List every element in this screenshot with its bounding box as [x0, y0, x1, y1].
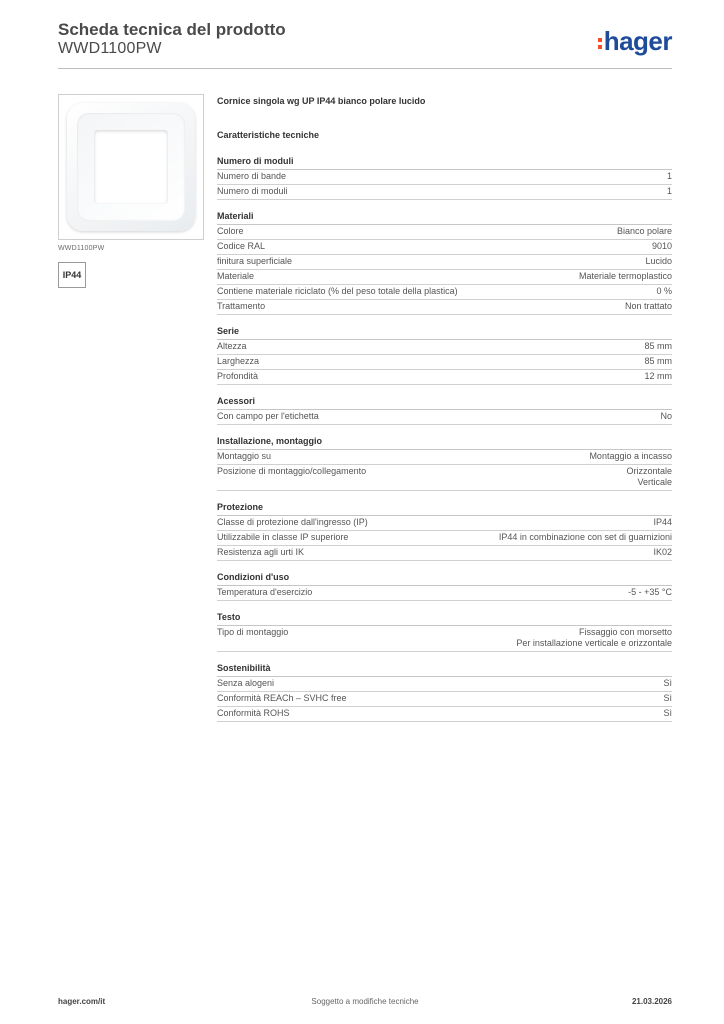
- spec-value: [663, 708, 672, 719]
- spec-value: [660, 411, 672, 422]
- spec-section: [217, 434, 672, 491]
- spec-content: [217, 94, 672, 731]
- spec-value: [645, 256, 672, 267]
- footer-notice: Soggetto a modifiche tecniche: [311, 997, 419, 1006]
- frame-inner-shape: [77, 113, 185, 221]
- spec-value-line: 85 mm: [644, 356, 672, 366]
- spec-value: [663, 693, 672, 704]
- spec-row: [217, 465, 672, 491]
- spec-label: Altezza: [217, 341, 247, 351]
- spec-value: [653, 547, 672, 558]
- spec-row: [217, 370, 672, 385]
- spec-label: Classe di protezione dall'ingresso (IP): [217, 517, 368, 527]
- spec-value: [516, 627, 672, 649]
- spec-row: [217, 240, 672, 255]
- spec-label: Con campo per l'etichetta: [217, 411, 319, 421]
- spec-row: [217, 225, 672, 240]
- section-title: Acessori: [217, 394, 672, 410]
- page-header: [58, 20, 672, 70]
- product-code: WWD1100PW: [58, 40, 162, 57]
- spec-row: [217, 170, 672, 185]
- spec-section: [217, 324, 672, 385]
- spec-row: [217, 516, 672, 531]
- spec-row: [217, 626, 672, 652]
- spec-value: [625, 301, 672, 312]
- spec-value: [652, 241, 672, 252]
- spec-row: [217, 531, 672, 546]
- spec-label: Codice RAL: [217, 241, 266, 251]
- spec-row: [217, 270, 672, 285]
- spec-section: [217, 394, 672, 425]
- spec-value-line: Sì: [663, 678, 672, 688]
- spec-section: [217, 610, 672, 652]
- image-caption: WWD1100PW: [58, 245, 105, 252]
- spec-section: [217, 209, 672, 315]
- spec-row: [217, 340, 672, 355]
- frame-outer-shape: [67, 103, 195, 231]
- spec-label: Conformità ROHS: [217, 708, 290, 718]
- section-title: Installazione, montaggio: [217, 434, 672, 450]
- spec-value-line: -5 - +35 °C: [628, 587, 672, 597]
- section-title: Serie: [217, 324, 672, 340]
- characteristics-title: Caratteristiche tecniche: [217, 130, 320, 140]
- ip-rating-badge: IP44: [58, 262, 86, 288]
- spec-value-line: 12 mm: [644, 371, 672, 381]
- spec-value-line: 1: [666, 186, 672, 196]
- spec-section: [217, 570, 672, 601]
- section-title: Numero di moduli: [217, 154, 672, 170]
- spec-value-line: IP44 in combinazione con set di guarnizioni: [498, 532, 672, 542]
- spec-label: Tipo di montaggio: [217, 627, 289, 637]
- spec-section: [217, 661, 672, 722]
- spec-row: [217, 355, 672, 370]
- header-divider: [58, 68, 672, 69]
- section-title: Condizioni d'uso: [217, 570, 672, 586]
- spec-value-line: IP44: [653, 517, 672, 527]
- spec-section: [217, 154, 672, 200]
- spec-value: [589, 451, 672, 462]
- spec-value-line: No: [660, 411, 672, 421]
- frame-opening: [94, 130, 168, 204]
- spec-value: [626, 466, 672, 488]
- spec-label: Resistenza agli urti IK: [217, 547, 305, 557]
- spec-label: Larghezza: [217, 356, 260, 366]
- spec-label: finitura superficiale: [217, 256, 293, 266]
- spec-value-line: Sì: [663, 708, 672, 718]
- spec-value: [667, 171, 672, 182]
- spec-value-line: Materiale termoplastico: [578, 271, 672, 281]
- spec-value-line: 9010: [651, 241, 672, 251]
- spec-label: Profondità: [217, 371, 259, 381]
- spec-value-line: 0 %: [656, 286, 672, 296]
- spec-value: [579, 271, 672, 282]
- spec-value-line: IK02: [653, 547, 672, 557]
- spec-row: [217, 185, 672, 200]
- section-title: Materiali: [217, 209, 672, 225]
- spec-value: [644, 371, 672, 382]
- spec-row: [217, 255, 672, 270]
- spec-label: Colore: [217, 226, 244, 236]
- spec-value-line: Sì: [663, 693, 672, 703]
- spec-row: [217, 285, 672, 300]
- spec-value-line: Verticale: [637, 477, 672, 487]
- spec-label: Senza alogeni: [217, 678, 275, 688]
- spec-value: [644, 356, 672, 367]
- spec-sections: [217, 154, 672, 722]
- spec-row: [217, 707, 672, 722]
- spec-value: [663, 678, 672, 689]
- hager-logo: [598, 28, 672, 54]
- footer-date: 21.03.2026: [631, 997, 672, 1006]
- spec-value-line: Lucido: [645, 256, 672, 266]
- spec-label: Utilizzabile in classe IP superiore: [217, 532, 349, 542]
- document-title: Scheda tecnica del prodotto: [58, 20, 286, 39]
- spec-value-line: 1: [666, 171, 672, 181]
- spec-value-line: Per installazione verticale e orizzontale: [516, 638, 672, 648]
- spec-label: Trattamento: [217, 301, 266, 311]
- spec-label: Temperatura d'esercizio: [217, 587, 313, 597]
- spec-value: [644, 341, 672, 352]
- spec-row: [217, 677, 672, 692]
- spec-value: [617, 226, 672, 237]
- spec-label: Materiale: [217, 271, 255, 281]
- spec-value: [653, 517, 672, 528]
- spec-row: [217, 586, 672, 601]
- spec-row: [217, 546, 672, 561]
- spec-section: [217, 500, 672, 561]
- section-title: Sostenibilità: [217, 661, 672, 677]
- spec-value: [656, 286, 672, 297]
- spec-value: [628, 587, 672, 598]
- spec-row: [217, 450, 672, 465]
- spec-value: [499, 532, 672, 543]
- product-image: [58, 94, 204, 240]
- spec-row: [217, 410, 672, 425]
- spec-value-line: Montaggio a incasso: [589, 451, 672, 461]
- spec-value: [667, 186, 672, 197]
- spec-row: [217, 300, 672, 315]
- spec-row: [217, 692, 672, 707]
- spec-value-line: 85 mm: [644, 341, 672, 351]
- section-title: Protezione: [217, 500, 672, 516]
- logo-text: hager: [603, 26, 672, 56]
- spec-label: Montaggio su: [217, 451, 272, 461]
- spec-label: Posizione di montaggio/collegamento: [217, 466, 367, 476]
- spec-label: Numero di bande: [217, 171, 287, 181]
- section-title: Testo: [217, 610, 672, 626]
- spec-value-line: Orizzontale: [626, 466, 672, 476]
- logo-dots-icon: [598, 35, 602, 52]
- spec-label: Conformità REACh – SVHC free: [217, 693, 347, 703]
- spec-value-line: Bianco polare: [616, 226, 672, 236]
- spec-value-line: Non trattato: [624, 301, 672, 311]
- spec-value-line: Fissaggio con morsetto: [578, 627, 672, 637]
- spec-label: Numero di moduli: [217, 186, 288, 196]
- spec-label: Contiene materiale riciclato (% del peso totale della plastica): [217, 286, 458, 296]
- product-name: Cornice singola wg UP IP44 bianco polare lucido: [217, 96, 426, 106]
- footer-website: hager.com/it: [58, 997, 106, 1006]
